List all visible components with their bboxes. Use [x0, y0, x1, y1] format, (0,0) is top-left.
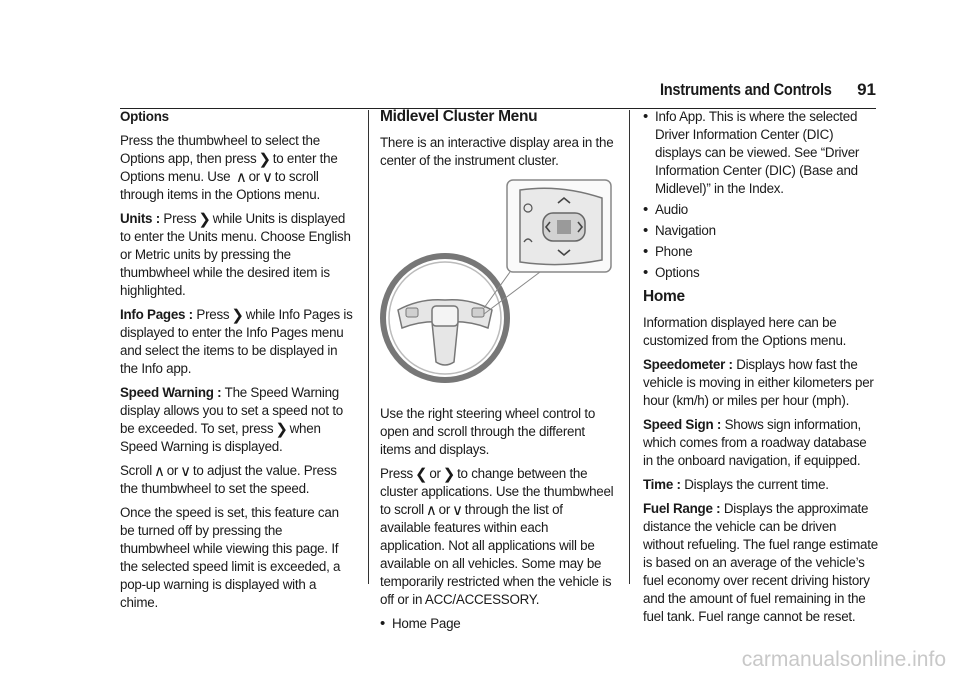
column-divider — [368, 110, 369, 584]
down-arrow-icon: ∨ — [262, 169, 273, 186]
left-controls — [406, 308, 418, 317]
home-paragraph: Information displayed here can be customized from the Options menu. — [643, 315, 847, 348]
watermark: carmanualsonline.info — [741, 648, 946, 671]
section-heading: Midlevel Cluster Menu — [380, 108, 538, 125]
section-title: Instruments and Controls — [660, 80, 832, 99]
time-paragraph: Time : Displays the current time. — [643, 477, 829, 492]
press-paragraph: Press ❮ or ❯ to change between the cluster applications. Use the thumbwheel to scroll ∧ or ∨ through the list of available features within each application. Not all applications will be available on all vehicles. Some may be temporarily restricted when the vehicle is off or in ACC/ACCESSORY. — [380, 466, 614, 607]
down-arrow-icon: ∨ — [452, 502, 463, 519]
right-arrow-icon: ❯ — [231, 307, 244, 324]
steering-wheel-illustration — [380, 178, 616, 390]
column-left — [120, 108, 355, 618]
up-arrow-icon: ∧ — [425, 502, 437, 519]
list-item: • Options — [643, 264, 878, 282]
units-paragraph: Units : Press ❯ while Units is displayed to enter the Units menu. Choose English or Metric units by pressing the thumbwheel while the desired item is highlighted. — [120, 211, 351, 298]
list-item: • Phone — [643, 243, 878, 261]
left-arrow-icon: ❮ — [414, 466, 428, 483]
app-list — [380, 615, 616, 633]
list-item: • Audio — [643, 201, 878, 219]
right-arrow-icon: ❯ — [275, 421, 288, 438]
once-set-paragraph: Once the speed is set, this feature can be turned off by pressing the thumbwheel while viewing this page. If the selected speed limit is exceeded, a pop-up warning is displayed with a chime. — [120, 505, 341, 610]
wheel-hub — [432, 306, 458, 326]
fuel-range-paragraph: Fuel Range : Displays the approximate distance the vehicle can be driven without refueling. The fuel range estimate is based on an average of the vehicle’s fuel economy over recent driving history and the amount of fuel remaining in the fuel tank. Fuel range cannot be reset. — [643, 501, 878, 624]
column-middle — [380, 108, 616, 639]
right-arrow-icon: ❯ — [258, 151, 271, 168]
right-arrow-icon: ❯ — [442, 466, 456, 483]
column-divider — [629, 110, 630, 584]
info-pages-paragraph: Info Pages : Press ❯ while Info Pages is displayed to enter the Info Pages menu and select the items to be displayed in the Info app. — [120, 307, 353, 376]
list-item: • Navigation — [643, 222, 878, 240]
speedometer-paragraph: Speedometer : Displays how fast the vehicle is moving in either kilometers per hour (km/h) or miles per hour (mph). — [643, 357, 874, 408]
right-controls — [472, 308, 484, 317]
home-heading: Home — [643, 288, 685, 305]
list-item: • Home Page — [380, 615, 616, 633]
up-arrow-icon: ∧ — [235, 169, 247, 186]
speed-warning-paragraph: Speed Warning : The Speed Warning display allows you to set a speed not to be exceeded. To set, press ❯ when Speed Warning is displayed. — [120, 385, 343, 454]
page-header — [120, 80, 876, 109]
scroll-paragraph: Scroll ∧ or ∨ to adjust the value. Press the thumbwheel to set the speed. — [120, 463, 337, 496]
options-heading: Options — [120, 109, 169, 124]
down-arrow-icon: ∨ — [180, 463, 191, 480]
right-arrow-icon: ❯ — [198, 211, 211, 228]
wheel-lower-spoke — [432, 322, 458, 365]
speed-sign-paragraph: Speed Sign : Shows sign information, which comes from a roadway database in the onboard navigation, if equipped. — [643, 417, 867, 468]
thumbwheel-center — [557, 220, 571, 234]
use-control-paragraph: Use the right steering wheel control to open and scroll through the different items and displays. — [380, 406, 596, 457]
list-item: • Info App. This is where the selected Driver Information Center (DIC) displays can be viewed. See “Driver Information Center (DIC) (Base and Midlevel)” in the Index. — [643, 108, 878, 198]
page-number: 91 — [857, 80, 876, 99]
intro-paragraph: There is an interactive display area in the center of the instrument cluster. — [380, 135, 614, 168]
column-right — [643, 108, 878, 632]
up-arrow-icon: ∧ — [153, 463, 165, 480]
app-list — [643, 108, 878, 282]
options-paragraph: Press the thumbwheel to select the Options app, then press ❯ to enter the Options menu. Use ∧ or ∨ to scroll through items in the Options menu. — [120, 133, 338, 202]
